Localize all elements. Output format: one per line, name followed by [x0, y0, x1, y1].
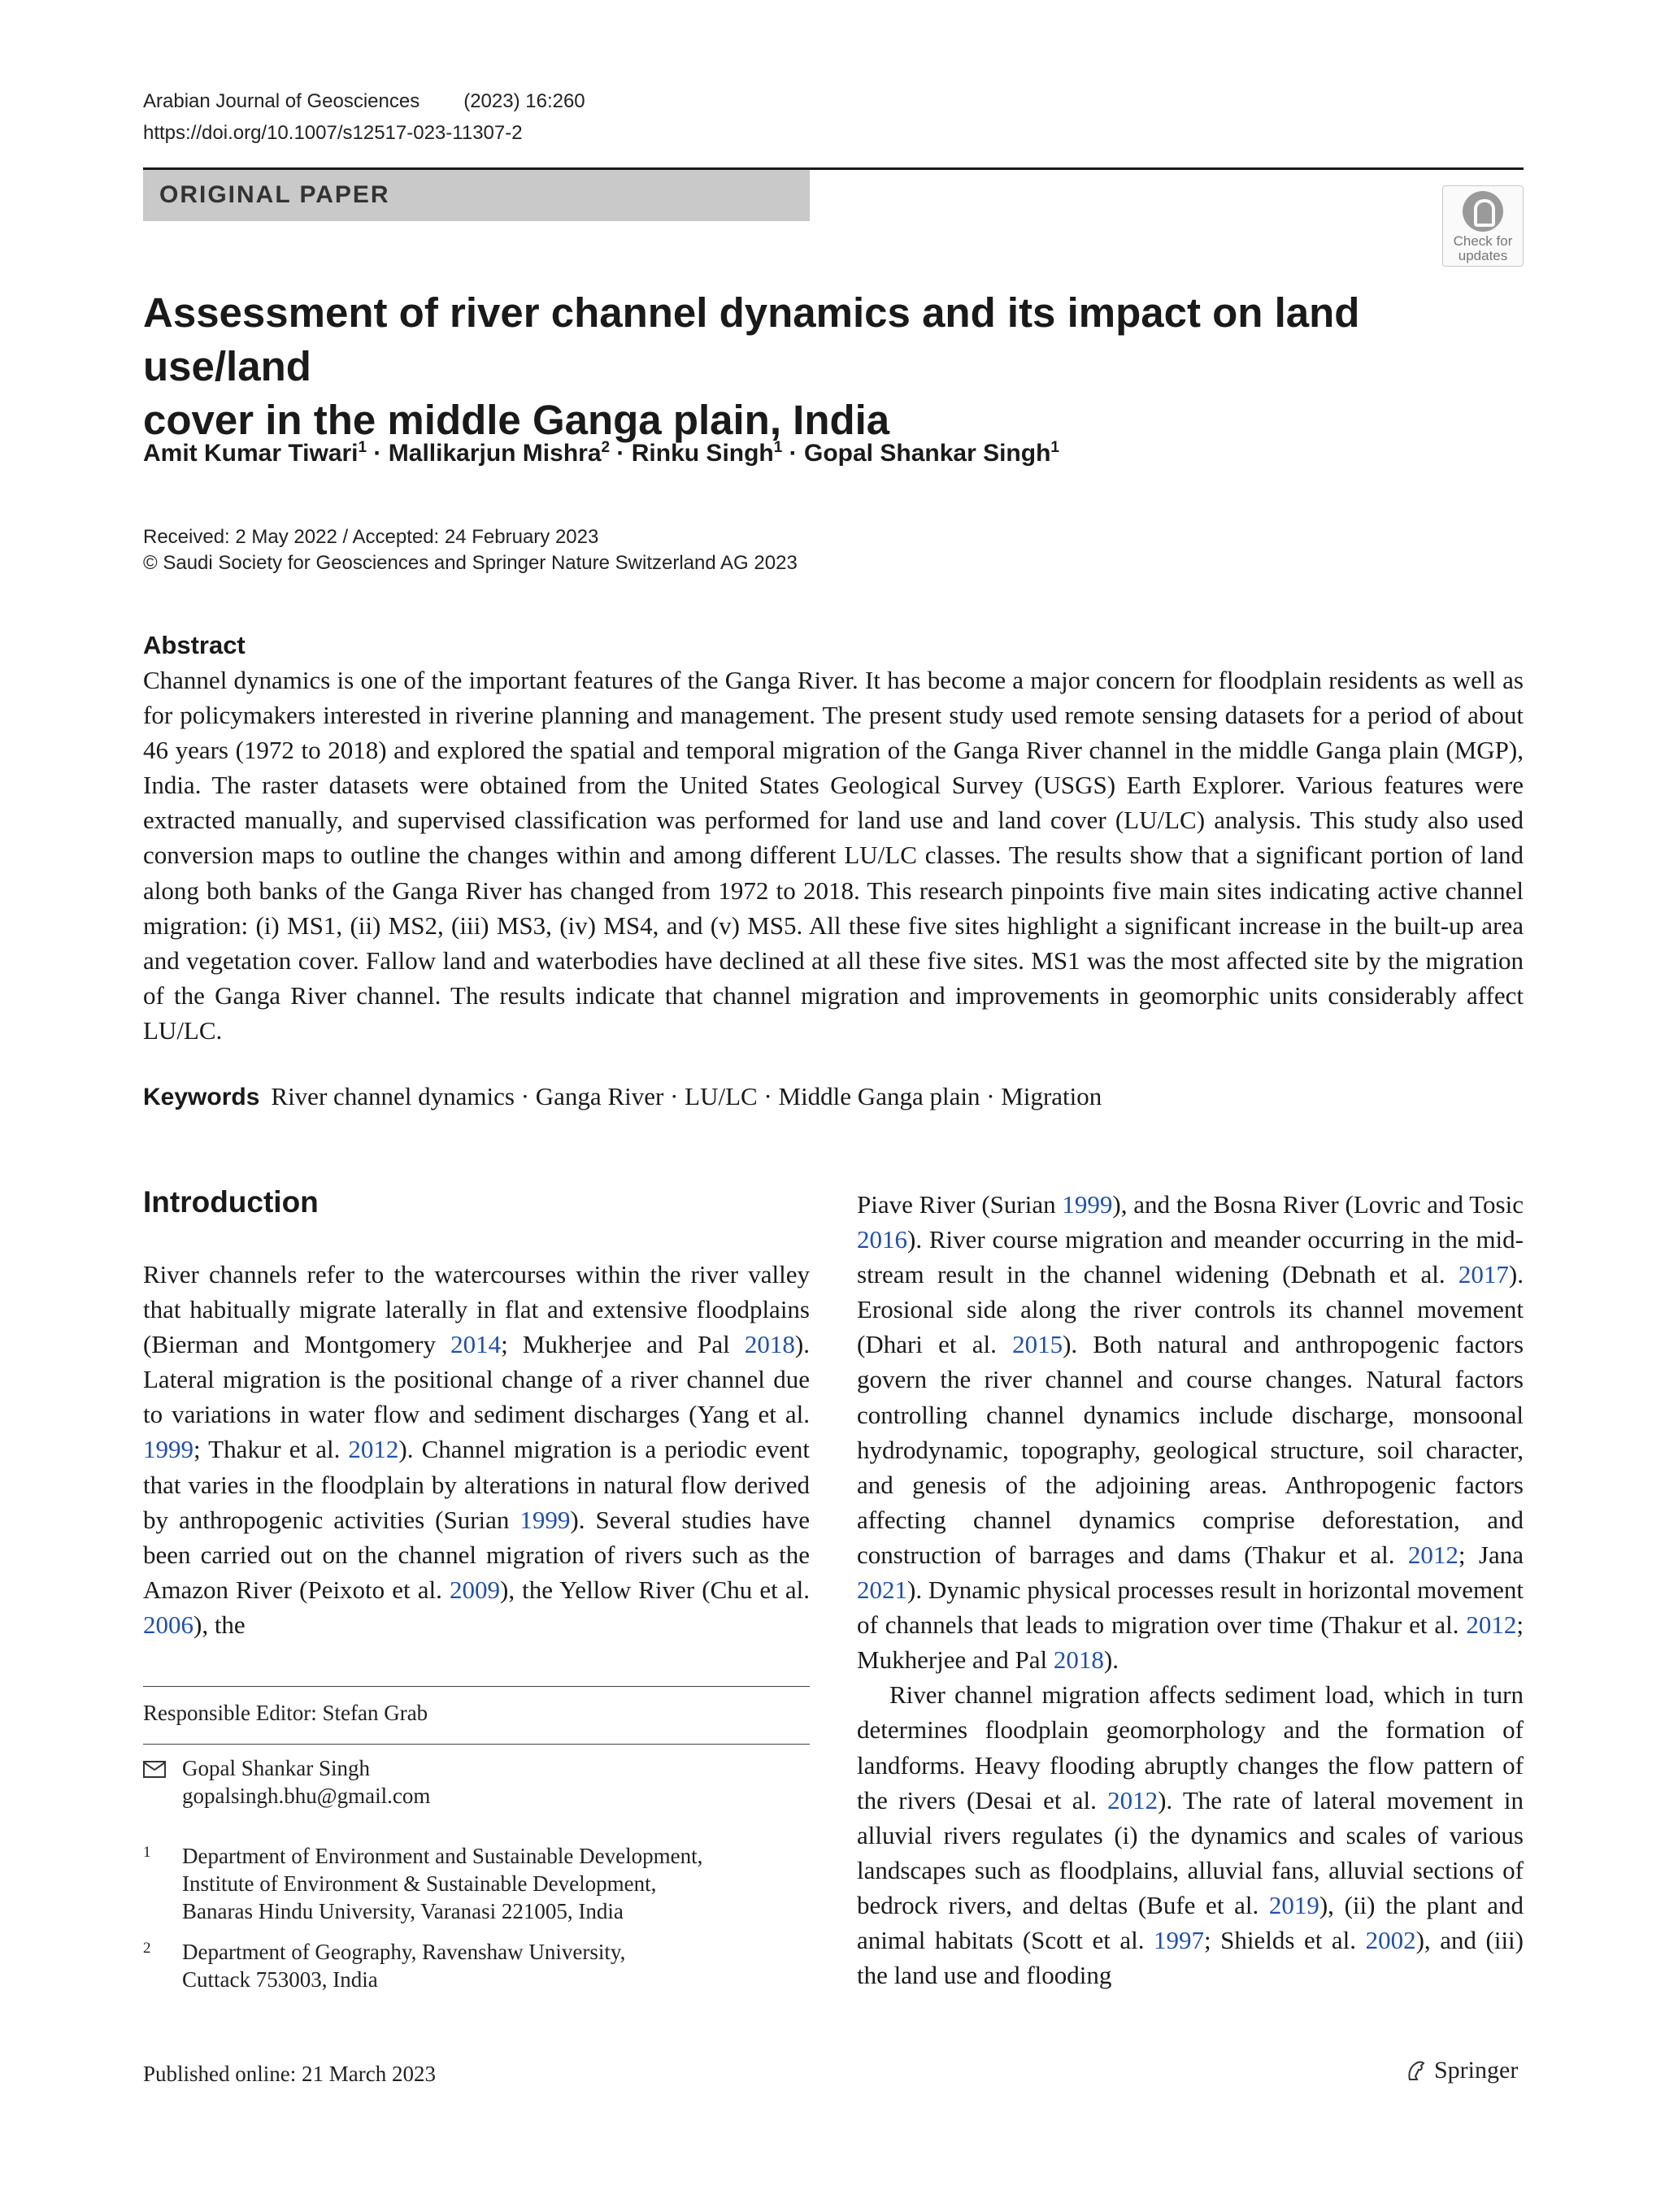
affiliation-line: Institute of Environment & Sustainable Development,	[182, 1871, 657, 1896]
abstract-heading: Abstract	[143, 631, 246, 659]
intro-paragraph	[857, 1677, 1524, 1993]
body-text: ; Mukherjee and Pal	[501, 1330, 745, 1359]
body-text: ).	[1103, 1645, 1119, 1675]
affiliation-line: Department of Environment and Sustainable Development,	[182, 1844, 703, 1868]
citation-link[interactable]: 2017	[1458, 1260, 1509, 1289]
author-name[interactable]: Rinku Singh	[631, 440, 774, 467]
journal-citation: (2023) 16:260	[463, 90, 585, 112]
author-name[interactable]: Mallikarjun Mishra	[388, 440, 602, 467]
citation-link[interactable]: 2018	[1053, 1645, 1104, 1675]
journal-name: Arabian Journal of Geosciences	[143, 90, 420, 112]
bookmark-icon	[1463, 191, 1503, 232]
body-text: ). Erosional side along the river controls its channel movement (Dhari et al.	[857, 1260, 1524, 1359]
corresponding-author	[182, 1754, 430, 1810]
intro-right-column	[857, 1187, 1524, 1993]
publisher-name: Springer	[1434, 2057, 1519, 2084]
citation-link[interactable]: 1999	[519, 1505, 571, 1534]
body-text: ). Channel migration is a periodic event that varies in the floodplain by alterations in natural flow derived by anthropogenic activities (Surian	[143, 1435, 810, 1534]
published-online: Published online: 21 March 2023	[143, 2062, 436, 2086]
affiliation-line: Cuttack 753003, India	[182, 1967, 378, 1992]
springer-horse-icon	[1403, 2058, 1428, 2083]
footnote-rule	[143, 1744, 810, 1745]
author-affiliation: 1	[773, 439, 783, 456]
citation-link[interactable]: 2014	[450, 1330, 502, 1359]
intro-paragraph	[857, 1187, 1524, 1677]
body-text: ; Thakur et al.	[193, 1435, 349, 1464]
body-text: ), and (iii) the land use and flooding	[857, 1925, 1524, 1990]
title-line-2: cover in the middle Ganga plain, India	[143, 397, 890, 443]
author-name[interactable]: Gopal Shankar Singh	[804, 440, 1051, 467]
check-updates-line1: Check for	[1453, 233, 1513, 249]
body-text: ). Several studies have been carried out on the channel migration of rivers such as the Amazon River (Peixoto et al.	[143, 1505, 810, 1604]
author-name[interactable]: Amit Kumar Tiwari	[143, 440, 359, 467]
copyright-notice: © Saudi Society for Geosciences and Springer Nature Switzerland AG 2023	[143, 552, 798, 574]
keywords-label: Keywords	[143, 1084, 260, 1110]
citation-link[interactable]: 1999	[1062, 1190, 1113, 1219]
affiliation-2	[182, 1938, 800, 1993]
abstract-text: Channel dynamics is one of the important features of the Ganga River. It has become a major concern for floodplain residents as well as for policymakers interested in riverine planning and management. The present study used remote sensing datasets for a period of about 46 years (1972 to 2018) and explored the spatial and temporal migration of the Ganga River channel in the middle Ganga plain (MGP), India. The raster datasets were obtained from the United States Geological Survey (USGS) Earth Explorer. Various features were extracted manually, and supervised classification was performed for land use and land cover (LU/LC) analysis. This study also used conversion maps to outline the changes within and among different LU/LC classes. The results show that a significant portion of land along both banks of the Ganga River has changed from 1972 to 2018. This research pinpoints five main sites indicating active channel migration: (i) MS1, (ii) MS2, (iii) MS3, (iv) MS4, and (v) MS5. All these five sites highlight a significant increase in the built-up area and vegetation cover. Fallow land and waterbodies have declined at all these five sites. MS1 was the most affected site by the migration of the Ganga River channel. The results indicate that channel migration and improvements in geomorphic units considerably affect LU/LC.	[143, 666, 1524, 1045]
footnote-rule	[143, 1686, 810, 1687]
body-text: ). River course migration and meander occurring in the mid-stream result in the channel widening (Debnath et al.	[857, 1225, 1524, 1289]
body-text: ; Shields et al.	[1204, 1925, 1366, 1954]
affiliation-1	[182, 1842, 800, 1925]
journal-line	[143, 90, 585, 113]
body-text: ). Lateral migration is the positional change of a river channel due to variations in water flow and sediment discharges (Yang et al.	[143, 1330, 810, 1429]
citation-link[interactable]: 2015	[1012, 1330, 1063, 1359]
doi-link[interactable]: https://doi.org/10.1007/s12517-023-11307-2	[143, 122, 523, 144]
article-title	[143, 286, 1476, 447]
body-text: ). Both natural and anthropogenic factors govern the river channel and course changes. Natural factors controlling channel dynamics include discharge, monsoonal hydrodynamic, topography, geological structure, soil character, and genesis of the adjoining areas. Anthropogenic factors affecting channel dynamics comprise deforestation, and construction of barrages and dams (Thakur et al.	[857, 1330, 1524, 1569]
intro-paragraph	[143, 1257, 810, 1642]
affiliation-line: Department of Geography, Ravenshaw University,	[182, 1940, 626, 1964]
body-text: ), and the Bosna River (Lovric and Tosic	[1112, 1190, 1524, 1219]
responsible-editor: Responsible Editor: Stefan Grab	[143, 1701, 428, 1725]
citation-link[interactable]: 2006	[143, 1610, 193, 1639]
author-affiliation: 1	[1050, 439, 1059, 456]
title-line-1: Assessment of river channel dynamics and its impact on land use/land	[143, 289, 1360, 389]
keywords	[143, 1082, 1524, 1111]
citation-link[interactable]: 1997	[1154, 1925, 1205, 1954]
paper-type-label: ORIGINAL PAPER	[159, 181, 390, 208]
keywords-text: River channel dynamics · Ganga River · LU/LC · Middle Ganga plain · Migration	[271, 1082, 1102, 1110]
body-text: Piave River (Surian	[857, 1190, 1063, 1219]
citation-link[interactable]: 2012	[1466, 1610, 1517, 1640]
body-text: ), the	[193, 1610, 246, 1639]
author-list: Amit Kumar Tiwari$^1$ · Mallikarjun Mishra$^2$ · Rinku Singh$^1$ · Gopal Shankar Singh$^1$	[143, 439, 1059, 467]
introduction-heading: Introduction	[143, 1185, 319, 1219]
affiliation-number: 2	[143, 1940, 151, 1957]
citation-link[interactable]: 1999	[143, 1435, 193, 1464]
body-text: ; Jana	[1458, 1540, 1524, 1569]
body-text: ), the Yellow River (Chu et al.	[500, 1575, 810, 1604]
body-text: ). Dynamic physical processes result in horizontal movement of channels that leads to migration over time (Thakur et al.	[857, 1575, 1524, 1640]
body-text: ). The rate of lateral movement in alluvial rivers regulates (i) the dynamics and scales of various landscapes such as floodplains, alluvial fans, alluvial sections of bedrock rivers, and deltas (Bufe et al.	[857, 1785, 1524, 1919]
author-affiliation: 1	[358, 439, 367, 456]
author-affiliation: 2	[601, 439, 611, 456]
check-updates-line2: updates	[1458, 248, 1508, 263]
envelope-icon	[143, 1761, 166, 1778]
body-text: River channel migration affects sediment load, which in turn determines floodplain geomorphology and the formation of landforms. Heavy flooding abruptly changes the flow pattern of the rivers (Desai et al.	[857, 1680, 1524, 1814]
received-dates: Received: 2 May 2022 / Accepted: 24 February 2023	[143, 526, 599, 548]
citation-link[interactable]: 2016	[857, 1225, 907, 1254]
intro-left-column	[143, 1257, 810, 1642]
citation-link[interactable]: 2019	[1268, 1890, 1319, 1919]
body-text: River channels refer to the watercourses within the river valley that habitually migrate laterally in flat and extensive floodplains (Bierman and Montgomery	[143, 1260, 810, 1359]
citation-link[interactable]: 2012	[1107, 1785, 1159, 1814]
citation-link[interactable]: 2012	[1407, 1540, 1459, 1569]
citation-link[interactable]: 2012	[348, 1435, 399, 1464]
corresponding-author-name: Gopal Shankar Singh	[182, 1756, 370, 1780]
affiliation-line: Banaras Hindu University, Varanasi 221005, India	[182, 1899, 624, 1923]
citation-link[interactable]: 2021	[857, 1575, 907, 1605]
affiliation-number: 1	[143, 1844, 151, 1861]
publisher-logo	[1403, 2057, 1518, 2084]
body-text: ), (ii) the plant and animal habitats (Scott et al.	[857, 1890, 1524, 1954]
check-for-updates-button[interactable]	[1442, 185, 1524, 267]
citation-link[interactable]: 2009	[450, 1575, 500, 1604]
citation-link[interactable]: 2002	[1365, 1925, 1416, 1954]
corresponding-author-email[interactable]: gopalsingh.bhu@gmail.com	[182, 1784, 431, 1808]
body-text: ; Mukherjee and Pal	[857, 1610, 1524, 1675]
citation-link[interactable]: 2018	[744, 1330, 795, 1359]
